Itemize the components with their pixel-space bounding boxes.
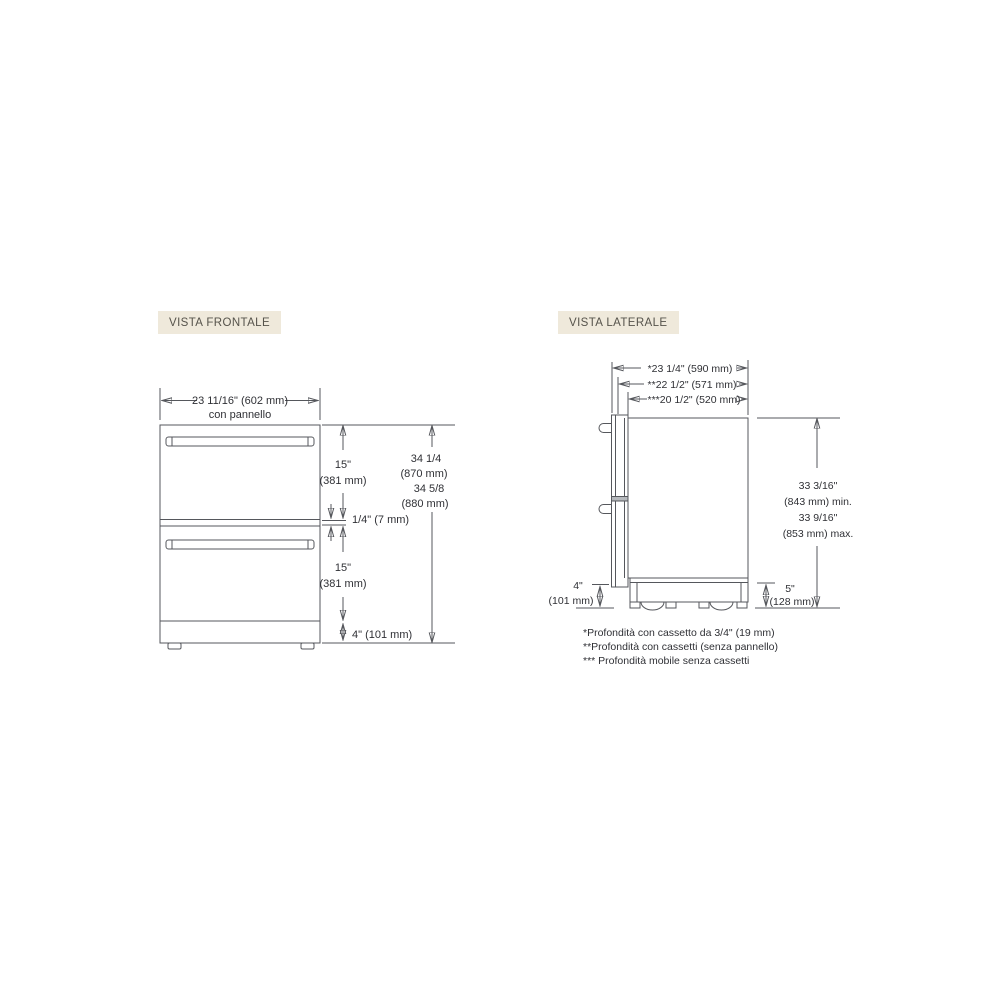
side-view-title: VISTA LATERALE [558, 311, 679, 334]
side-clearance-mm-label: (128 mm) [769, 596, 815, 608]
front-view-drawing [160, 388, 455, 649]
side-footnote-2: **Profondità con cassetti (senza pannello) [583, 641, 778, 653]
front-left-foot [168, 643, 181, 649]
side-door-panel [612, 415, 629, 587]
front-upper-height-mm-label: (381 mm) [319, 475, 367, 487]
side-base-height-label: 4" [573, 580, 583, 592]
side-depth3-label: ***20 1/2" (520 mm) [647, 394, 741, 406]
front-top-width-note: con pannello [208, 409, 272, 421]
front-lower-height-mm-label: (381 mm) [319, 578, 367, 590]
front-gap-label: 1/4" (7 mm) [352, 514, 410, 526]
front-right-foot [301, 643, 314, 649]
front-upper-height-label: 15" [334, 459, 352, 471]
side-cabinet-body [628, 418, 748, 578]
side-upper-handle [599, 424, 612, 433]
side-height-max-mm-label: (853 mm) max. [782, 528, 854, 540]
side-lower-handle [599, 505, 612, 514]
side-view-drawing [549, 360, 854, 667]
side-depth1-label: *23 1/4" (590 mm) [647, 363, 733, 375]
side-height-max-label: 33 9/16" [798, 512, 838, 524]
side-footnote-1: *Profondità con cassetto da 3/4" (19 mm) [583, 627, 775, 639]
side-rollers-and-feet [630, 602, 747, 610]
side-height-min-mm-label: (843 mm) min. [784, 496, 852, 508]
side-depth2-label: **22 1/2" (571 mm) [647, 379, 737, 391]
front-view-title: VISTA FRONTALE [158, 311, 281, 334]
front-overall-height1-mm-label: (870 mm) [400, 468, 448, 480]
side-height-min-label: 33 3/16" [798, 480, 838, 492]
side-rear-roller [710, 602, 733, 610]
side-panel-divider [612, 497, 629, 502]
front-overall-height2-mm-label: (880 mm) [401, 498, 449, 510]
front-base-height-label: 4" (101 mm) [352, 629, 413, 641]
front-cabinet-outline [160, 425, 320, 643]
side-front-roller [641, 602, 664, 610]
side-base-height-mm-label: (101 mm) [548, 595, 594, 607]
side-clearance-label: 5" [785, 583, 795, 595]
side-base [630, 578, 748, 602]
side-footnote-3: *** Profondità mobile senza cassetti [583, 655, 750, 667]
front-lower-height-label: 15" [334, 562, 352, 574]
front-gap-callout-lines [322, 521, 346, 526]
front-top-width-label: 23 11/16" (602 mm) [191, 395, 289, 407]
front-overall-height2-label: 34 5/8 [413, 483, 445, 495]
front-overall-height1-label: 34 1/4 [410, 453, 442, 465]
